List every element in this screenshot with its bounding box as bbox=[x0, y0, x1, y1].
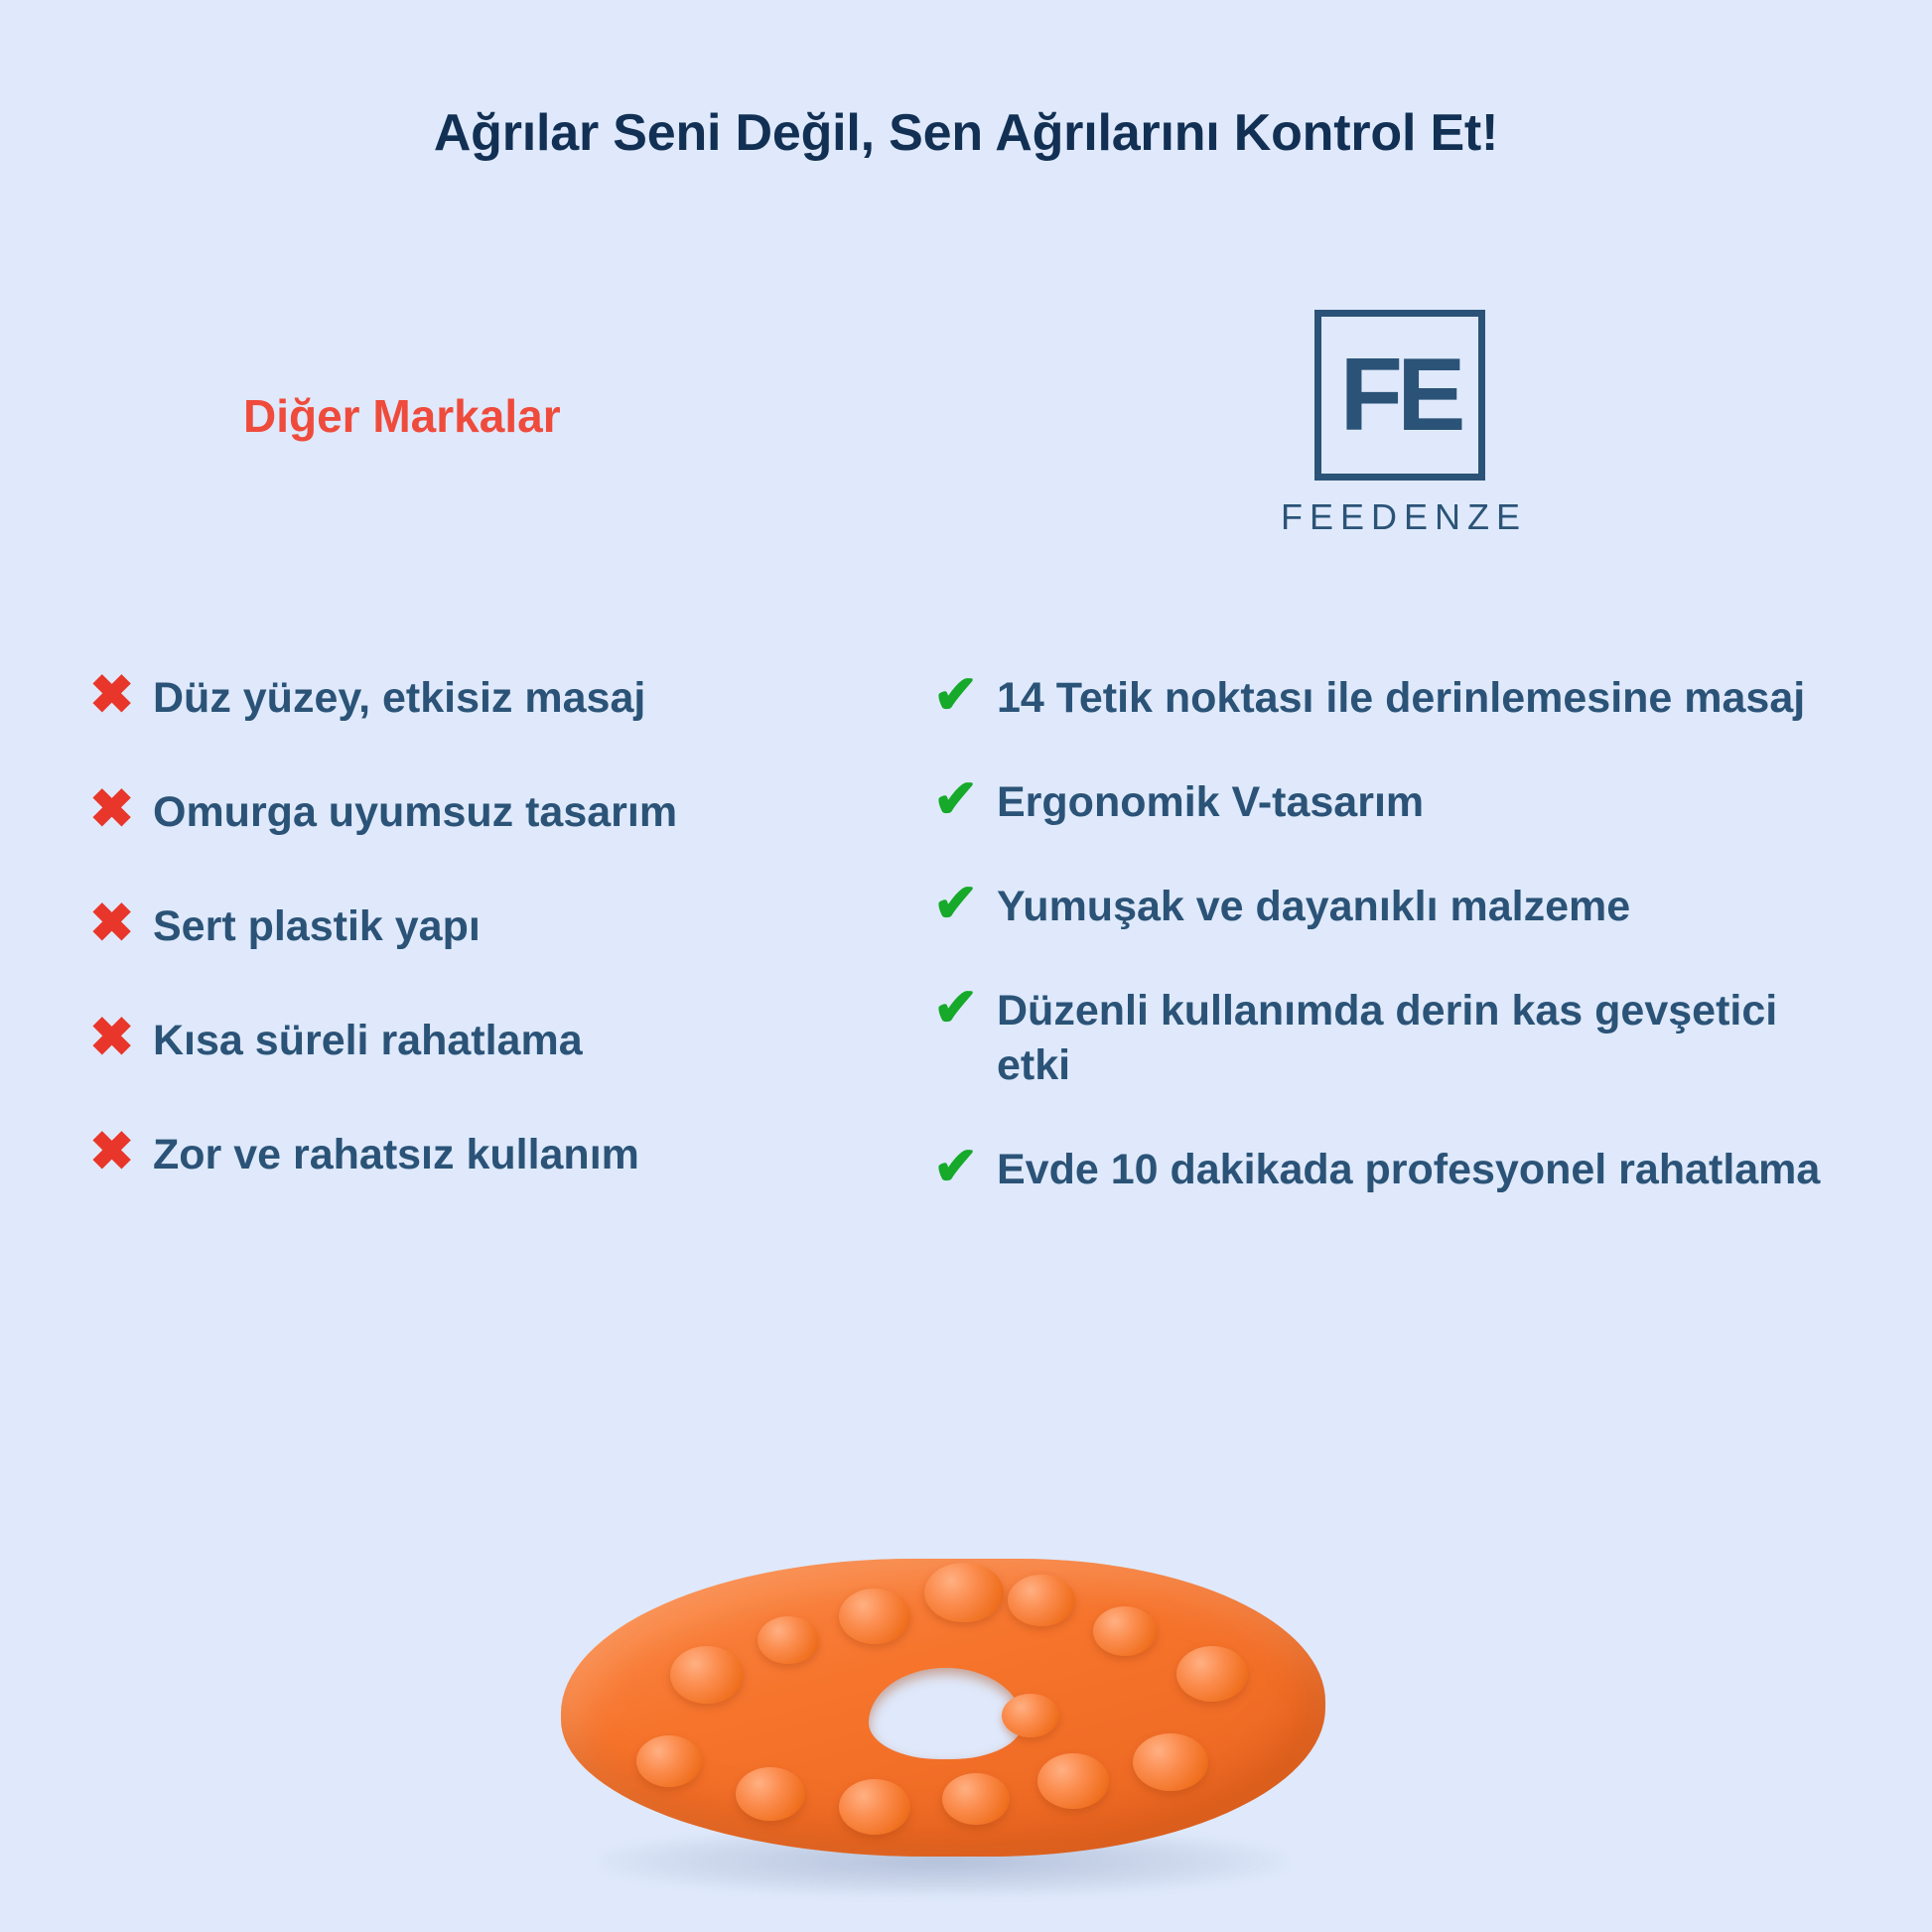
massage-nub bbox=[1093, 1606, 1157, 1656]
list-item bbox=[89, 667, 884, 726]
list-item-label: Sert plastik yapı bbox=[153, 902, 481, 951]
list-item bbox=[933, 1139, 1847, 1197]
list-item bbox=[933, 771, 1847, 830]
massage-nub bbox=[942, 1773, 1010, 1825]
list-item-label: Düzenli kullanımda derin kas gevşetici etki bbox=[997, 987, 1778, 1090]
product-body bbox=[541, 1529, 1345, 1916]
massage-nub bbox=[1037, 1753, 1109, 1809]
list-item bbox=[89, 1010, 884, 1068]
cross-icon: ✖ bbox=[89, 1122, 135, 1182]
list-item bbox=[89, 1124, 884, 1182]
brand-monogram-text: FE bbox=[1339, 338, 1460, 453]
other-brands-column-title: Diğer Markalar bbox=[243, 390, 561, 442]
list-item-label: 14 Tetik noktası ile derinlemesine masaj bbox=[997, 674, 1806, 722]
massage-nub bbox=[839, 1779, 910, 1835]
list-item-label: Düz yüzey, etkisiz masaj bbox=[153, 674, 646, 722]
massage-nub bbox=[1002, 1694, 1059, 1737]
pros-list bbox=[933, 667, 1847, 1243]
page-title: Ağrılar Seni Değil, Sen Ağrılarını Kontrol Et! bbox=[433, 104, 1499, 162]
massage-nub bbox=[636, 1735, 702, 1787]
check-icon: ✔ bbox=[933, 769, 979, 830]
list-item bbox=[933, 980, 1847, 1093]
check-icon: ✔ bbox=[933, 874, 979, 934]
check-icon: ✔ bbox=[933, 1137, 979, 1197]
list-item-label: Evde 10 dakikada profesyonel rahatlama bbox=[997, 1146, 1821, 1194]
massage-nub bbox=[1133, 1733, 1208, 1791]
list-item bbox=[933, 876, 1847, 934]
brand-logo bbox=[1281, 310, 1528, 538]
massage-nub bbox=[924, 1563, 1004, 1622]
list-item-label: Zor ve rahatsız kullanım bbox=[153, 1131, 639, 1179]
cross-icon: ✖ bbox=[89, 1008, 135, 1068]
cross-icon: ✖ bbox=[89, 665, 135, 725]
massage-nub bbox=[670, 1646, 744, 1704]
list-item bbox=[89, 896, 884, 954]
cons-list bbox=[89, 667, 884, 1238]
list-item-label: Omurga uyumsuz tasarım bbox=[153, 788, 678, 837]
massage-nub bbox=[839, 1588, 910, 1644]
product-image bbox=[541, 1529, 1345, 1916]
massage-nub bbox=[1008, 1575, 1075, 1626]
massage-nub bbox=[758, 1616, 819, 1664]
brand-name-text: FEEDENZE bbox=[1281, 496, 1528, 537]
list-item bbox=[933, 667, 1847, 726]
brand-monogram-box bbox=[1314, 310, 1485, 481]
list-item-label: Yumuşak ve dayanıklı malzeme bbox=[997, 883, 1631, 931]
massage-nub bbox=[1176, 1646, 1248, 1702]
massage-nub bbox=[736, 1767, 805, 1821]
cross-icon: ✖ bbox=[89, 779, 135, 840]
list-item-label: Ergonomik V-tasarım bbox=[997, 778, 1425, 827]
cross-icon: ✖ bbox=[89, 894, 135, 954]
list-item bbox=[89, 781, 884, 840]
check-icon: ✔ bbox=[933, 978, 979, 1038]
list-item-label: Kısa süreli rahatlama bbox=[153, 1017, 583, 1065]
check-icon: ✔ bbox=[933, 665, 979, 725]
